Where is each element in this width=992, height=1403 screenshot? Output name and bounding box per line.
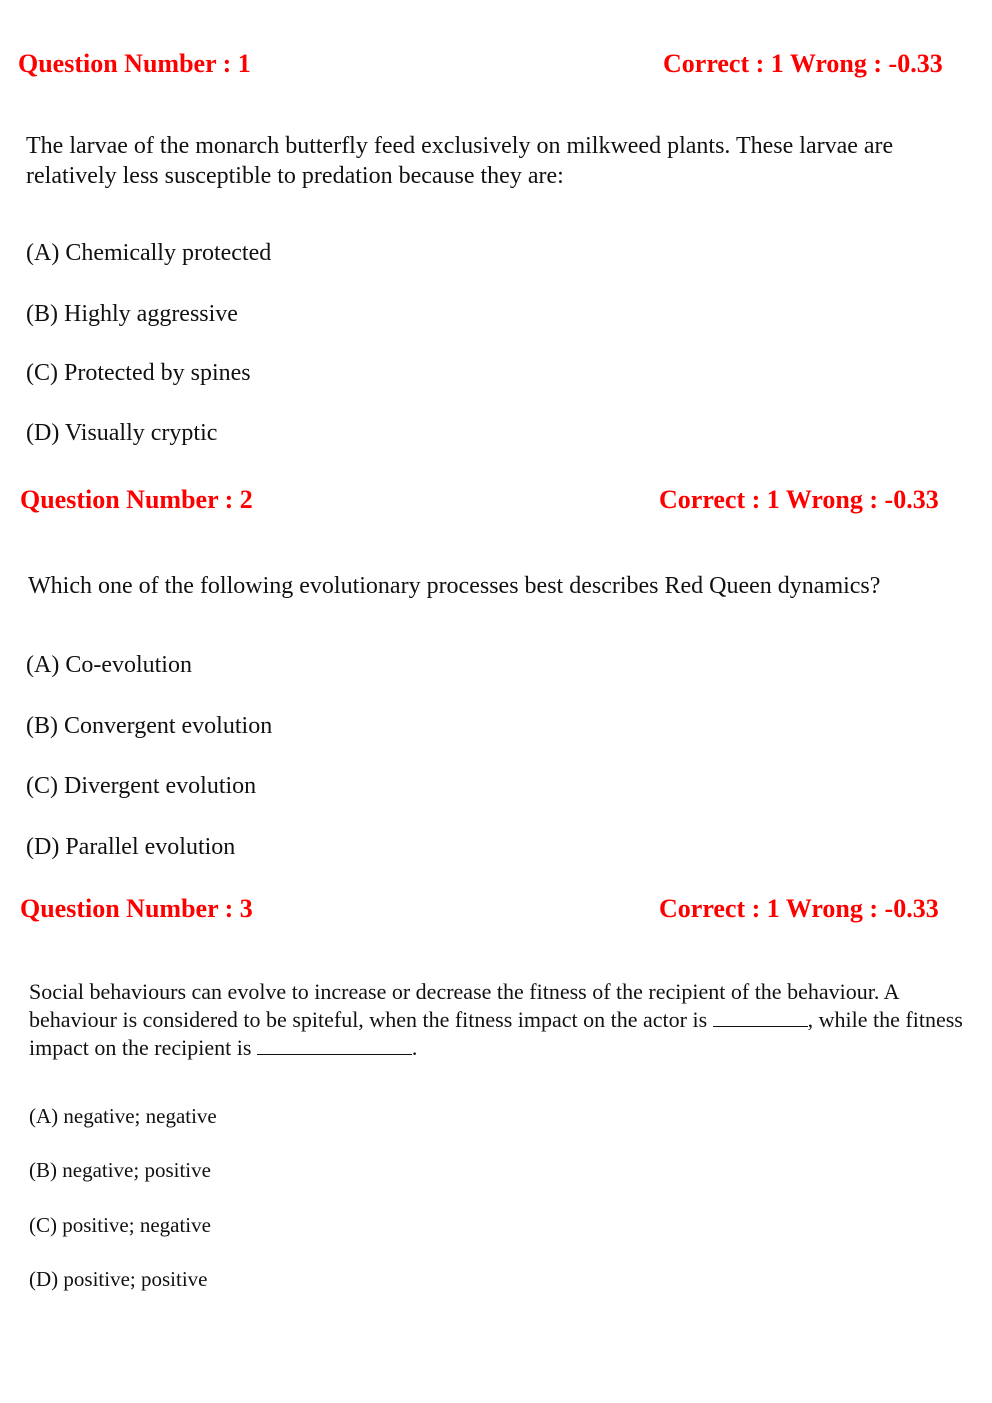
blank-2 [257,1053,412,1055]
question-2-option-b: (B) Convergent evolution [26,713,273,739]
question-2-option-c: (C) Divergent evolution [26,773,257,799]
question-3-stem-part3: . [411,1035,418,1060]
question-3-stem-part1: Social behaviours can evolve to increase or decrease the fitness of the recipient of the behaviour. A behaviour is considered to be spiteful, when the fitness impact on the actor is [29,979,899,1032]
question-3-stem [29,978,974,1062]
question-1-option-b: (B) Highly aggressive [26,301,238,327]
question-1-option-c: (C) Protected by spines [26,360,251,386]
question-1-marks: Correct : 1 Wrong : -0.33 [663,49,943,78]
question-3-option-c: (C) positive; negative [29,1213,211,1237]
question-1-stem: The larvae of the monarch butterfly feed exclusively on milkweed plants. These larvae are relatively less susceptible to predation because they are: [26,133,894,189]
question-1-option-d: (D) Visually cryptic [26,420,218,446]
question-1-option-a: (A) Chemically protected [26,240,272,266]
question-2-stem: Which one of the following evolutionary processes best describes Red Queen dynamics? [28,573,881,599]
blank-1 [713,1025,808,1027]
question-2-header: Question Number : 2 [20,485,253,514]
question-2-marks: Correct : 1 Wrong : -0.33 [659,485,939,514]
question-3-option-a: (A) negative; negative [29,1104,217,1128]
question-2-option-a: (A) Co-evolution [26,652,192,678]
question-3-marks: Correct : 1 Wrong : -0.33 [659,894,939,923]
question-3-option-b: (B) negative; positive [29,1158,211,1182]
question-2-option-d: (D) Parallel evolution [26,834,236,860]
question-3-option-d: (D) positive; positive [29,1267,208,1291]
question-1-header: Question Number : 1 [18,49,251,78]
question-3-stem-part2: , while the fitness impact on the recipient is [29,1007,963,1060]
question-3-header: Question Number : 3 [20,894,253,923]
